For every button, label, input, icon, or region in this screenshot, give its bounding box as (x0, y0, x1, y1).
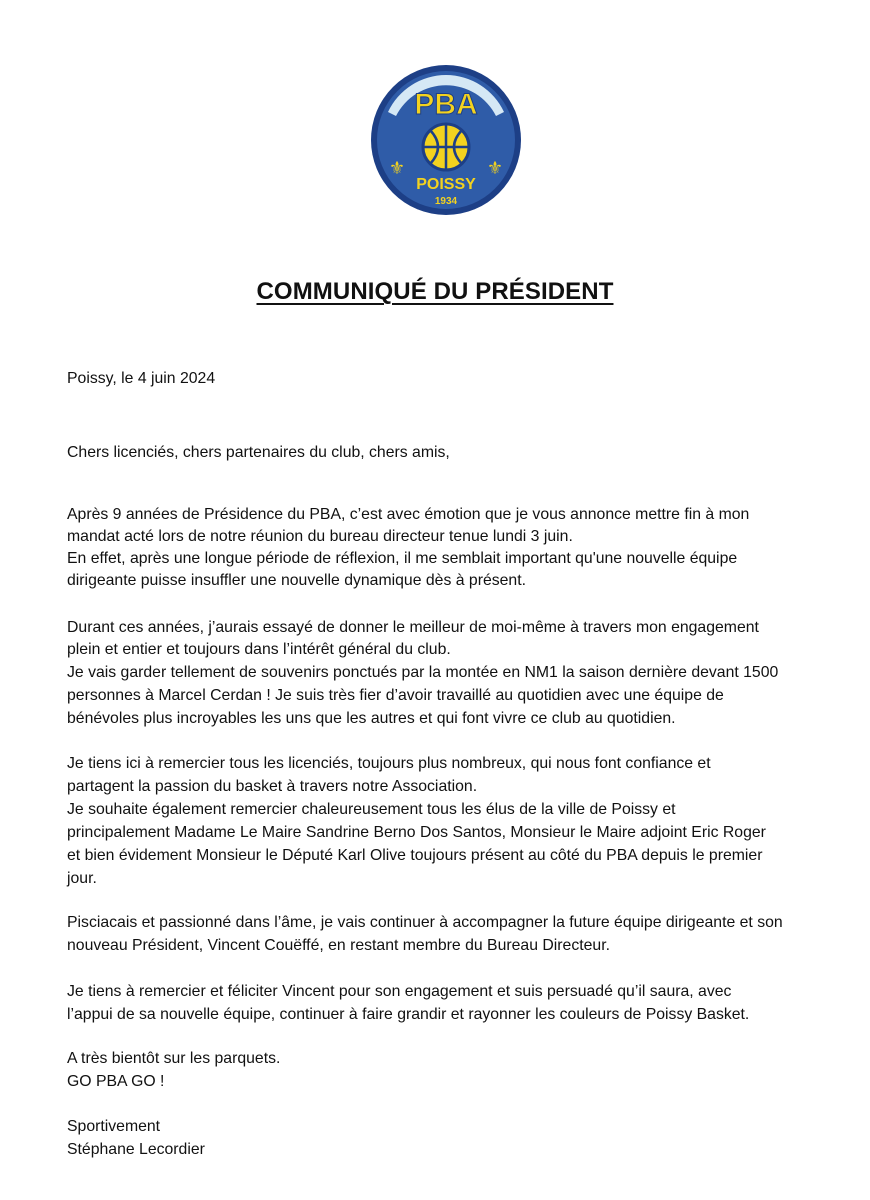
fleur-de-lis-right-icon: ⚜ (486, 158, 504, 179)
paragraph-line: et bien évidement Monsieur le Député Karl Olive toujours présent au côté du PBA depuis le premier (67, 847, 763, 864)
paragraph-line: GO PBA GO ! (67, 1073, 165, 1090)
paragraph-line: jour. (67, 870, 97, 887)
paragraph-line: personnes à Marcel Cerdan ! Je suis très fier d’avoir travaillé au quotidien avec une équipe de (67, 687, 724, 704)
date-line: Poissy, le 4 juin 2024 (67, 370, 216, 387)
paragraph-line: l’appui de sa nouvelle équipe, continuer à faire grandir et rayonner les couleurs de Poissy Basket. (67, 1006, 750, 1023)
paragraph-line: Pisciacais et passionné dans l’âme, je vais continuer à accompagner la future équipe dirigeante et son (67, 914, 783, 931)
paragraph-line: Je souhaite également remercier chaleureusement tous les élus de la ville de Poissy et (67, 801, 676, 818)
paragraph-line: En effet, après une longue période de réflexion, il me semblait important qu'une nouvelle équipe (67, 550, 738, 567)
paragraph-line: partagent la passion du basket à travers notre Association. (67, 778, 478, 795)
signature-name: Stéphane Lecordier (67, 1141, 205, 1158)
paragraph-line: dirigeante puisse insuffler une nouvelle dynamique dès à présent. (67, 572, 526, 589)
logo-text-city: POISSY (416, 176, 476, 193)
paragraph-line: nouveau Président, Vincent Couëffé, en restant membre du Bureau Directeur. (67, 937, 610, 954)
paragraph-line: plein et entier et toujours dans l’intérêt général du club. (67, 641, 451, 658)
logo-text-year: 1934 (434, 196, 458, 207)
paragraph-line: principalement Madame Le Maire Sandrine Berno Dos Santos, Monsieur le Maire adjoint Eric Roger (67, 824, 766, 841)
paragraph-line: Je tiens à remercier et féliciter Vincent pour son engagement et suis persuadé qu’il saura, avec (67, 983, 732, 1000)
paragraph-line: Je vais garder tellement de souvenirs ponctués par la montée en NM1 la saison dernière devant 1500 (67, 664, 779, 681)
signature-closing: Sportivement (67, 1118, 161, 1135)
basketball-icon (423, 124, 469, 170)
fleur-de-lis-left-icon: ⚜ (388, 158, 406, 179)
greeting: Chers licenciés, chers partenaires du club, chers amis, (67, 444, 450, 461)
pba-poissy-logo (370, 64, 522, 216)
logo-text-top: PBA (414, 88, 478, 121)
paragraph-line: bénévoles plus incroyables les uns que les autres et qui font vivre ce club au quotidien. (67, 710, 676, 727)
paragraph-line: A très bientôt sur les parquets. (67, 1050, 281, 1067)
paragraph-line: Je tiens ici à remercier tous les licenciés, toujours plus nombreux, qui nous font confiance et (67, 755, 711, 772)
paragraph-line: Après 9 années de Présidence du PBA, c’est avec émotion que je vous annonce mettre fin à mon (67, 506, 750, 523)
paragraph-line: mandat acté lors de notre réunion du bureau directeur tenue lundi 3 juin. (67, 528, 573, 545)
page-title: COMMUNIQUÉ DU PRÉSIDENT (256, 278, 614, 305)
paragraph-line: Durant ces années, j’aurais essayé de donner le meilleur de moi-même à travers mon engagement (67, 619, 759, 636)
